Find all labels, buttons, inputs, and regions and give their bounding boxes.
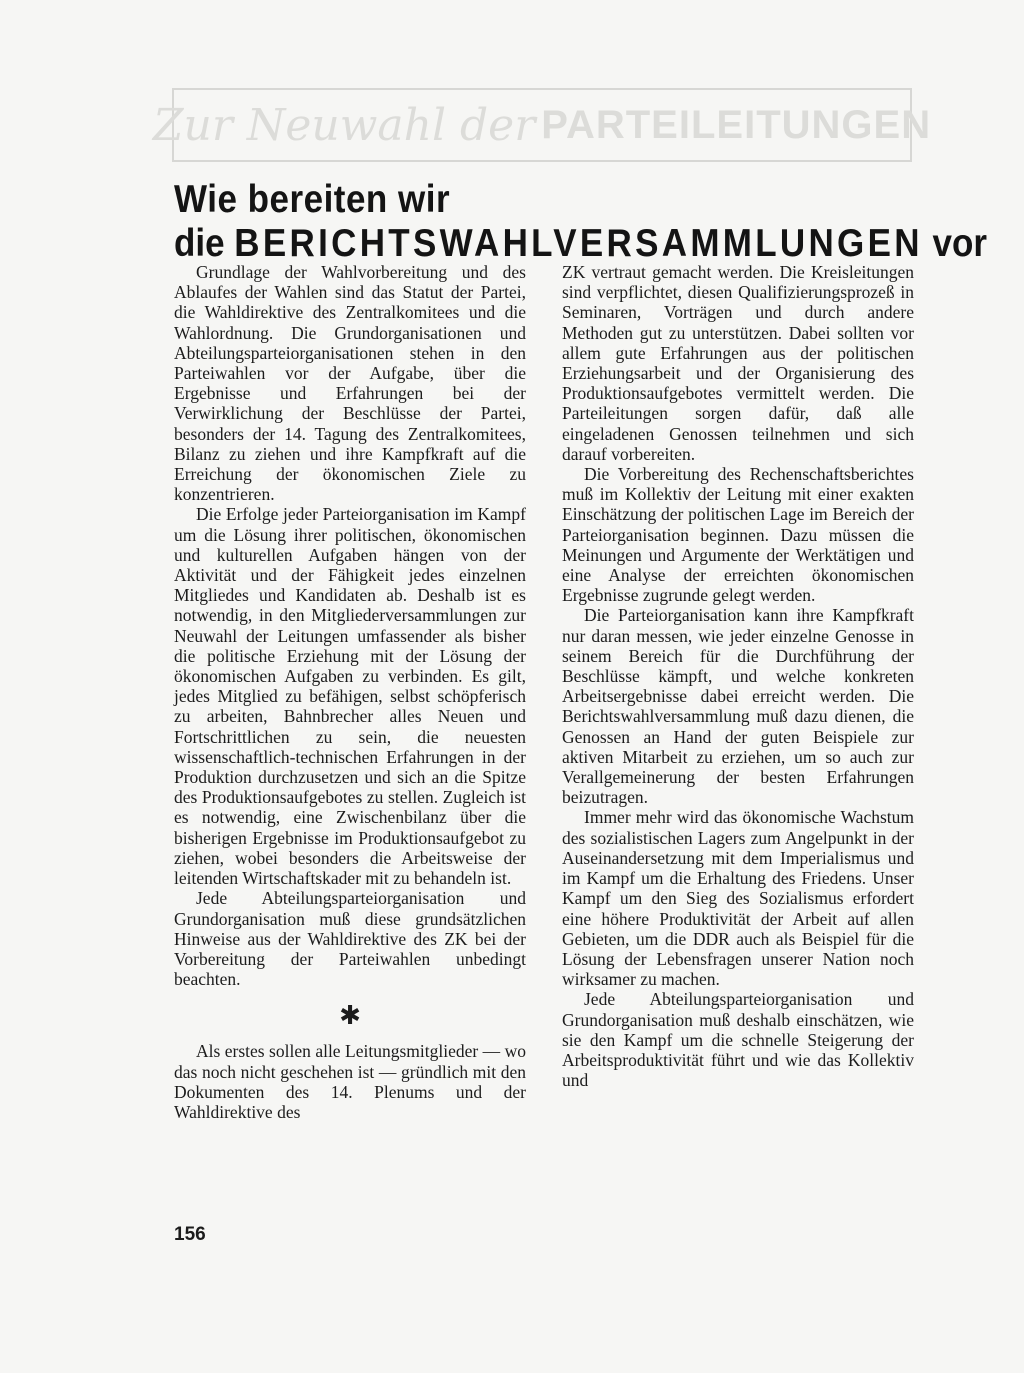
title-line-1: Wie bereiten wir xyxy=(174,177,451,221)
article-title xyxy=(174,176,988,265)
title-line-2 xyxy=(174,220,988,267)
right-column xyxy=(562,262,914,1090)
section-separator-asterisk: ✱ xyxy=(339,1001,361,1032)
title-line-2-caps: BERICHTSWAHLVERSAMMLUNGEN xyxy=(234,221,923,265)
title-line-2-suffix: vor xyxy=(922,221,988,265)
right-paragraph-2: Die Vorbereitung des Rechenschaftsberichtes muß im Kollektiv der Leitung mit einer exakten Einschätzung der politischen Lage im Bereich der Parteiorganisation beginnen. Dazu müssen die Meinungen und Argumente der Werktätigen und eine Analyse der erreichten ökonomischen Ergebnisse zugrunde gelegt werden. xyxy=(562,464,914,606)
banner-caps-text: PARTEILEITUNGEN xyxy=(541,102,932,147)
right-paragraph-1: ZK vertraut gemacht werden. Die Kreisleitungen sind verpflichtet, diesen Qualifizierungsprozeß in Seminaren, Vorträgen und durch andere Methoden gut zu unterstützen. Dabei sollten vor allem gute Erfahrungen aus der politischen Erziehungsarbeit und der Organisierung des Produktionsaufgebotes vermittelt werden. Die Parteileitungen sorgen dafür, daß alle eingeladenen Genossen teilnehmen und sich darauf vorbereiten. xyxy=(562,262,914,464)
title-line-2-prefix: die xyxy=(174,221,235,265)
right-paragraph-5: Jede Abteilungsparteiorganisation und Grundorganisation muß deshalb einschätzen, wie sie den Kampf um die schnelle Steigerung der Arbeitsproduktivität führt und wie das Kollektiv und xyxy=(562,989,914,1091)
right-paragraph-4: Immer mehr wird das ökonomische Wachstum des sozialistischen Lagers zum Angelpunkt in der Auseinandersetzung mit dem Imperialismus und im Kampf um die Erhaltung des Friedens. Unser Kampf um den Sieg des Sozialismus erfordert eine höhere Produktivität der Arbeit auf allen Gebieten, um die DDR auch als Beispiel für die Lösung der Lebensfragen unserer Nation noch wirksamer zu machen. xyxy=(562,807,914,990)
banner-script-text: Zur Neuwahl der xyxy=(152,99,536,151)
left-paragraph-2: Die Erfolge jeder Parteiorganisation im Kampf um die Lösung ihrer politischen, ökonomischen und kulturellen Aufgaben hängen von der Aktivität und der Fähigkeit jedes einzelnen Mitgliedes und Kandidaten ab. Deshalb ist es notwendig, in den Mitgliederversammlungen zur Neuwahl der Leitungen umfassender als bisher die politische Erziehung mit der Lösung der ökonomischen Aufgaben zu verbinden. Es gilt, jedes Mitglied zu befähigen, selbst schöpferisch zu arbeiten, Bahnbrecher alles Neuen und Fortschrittlichen zu sein, die neuesten wissenschaftlich-technischen Erfahrungen in der Produktion durchzusetzen und sich an die Spitze des Produktionsaufgebotes zu stellen. Zugleich ist es notwendig, eine Zwischenbilanz über die bisherigen Ergebnisse im Produktionsaufgebot zu ziehen, wobei besonders die Arbeitsweise der leitenden Wirtschaftskader mit zu behandeln ist. xyxy=(174,504,526,889)
section-banner xyxy=(152,88,932,162)
left-paragraph-3: Jede Abteilungsparteiorganisation und Grundorganisation muß diese grundsätzlichen Hinweise aus der Wahldirektive des ZK bei der Vorbereitung der Parteiwahlen unbedingt beachten. xyxy=(174,888,526,990)
left-paragraph-1: Grundlage der Wahlvorbereitung und des Ablaufes der Wahlen sind das Statut der Partei, die Wahldirektive des Zentralkomitees und die Wahlordnung. Die Grundorganisationen und Abteilungsparteiorganisationen stehen in den Parteiwahlen vor der Aufgabe, über die Ergebnisse und Erfahrungen bei der Verwirklichung der Beschlüsse der Partei, besonders der 14. Tagung des Zentralkomitees, Bilanz zu ziehen und ihre Kampfkraft auf die Erreichung der ökonomischen Ziele zu konzentrieren. xyxy=(174,262,526,505)
right-paragraph-3: Die Parteiorganisation kann ihre Kampfkraft nur daran messen, wie jeder einzelne Genosse in seinem Bereich für die Durchführung der Beschlüsse kämpft, und welche konkreten Arbeitsergebnisse dabei erreicht werden. Die Berichtswahlversammlung muß dazu dienen, die Genossen an Hand der guten Beispiele zur aktiven Mitarbeit zu erziehen, um so auch zur Verallgemeinerung der besten Erfahrungen beizutragen. xyxy=(562,605,914,808)
page-number: 156 xyxy=(174,1224,206,1245)
left-column xyxy=(174,262,526,1122)
left-paragraph-4: Als erstes sollen alle Leitungsmitglieder — wo das noch nicht geschehen ist — gründlich mit den Dokumenten des 14. Plenums und der Wahldirektive des xyxy=(174,1041,526,1122)
